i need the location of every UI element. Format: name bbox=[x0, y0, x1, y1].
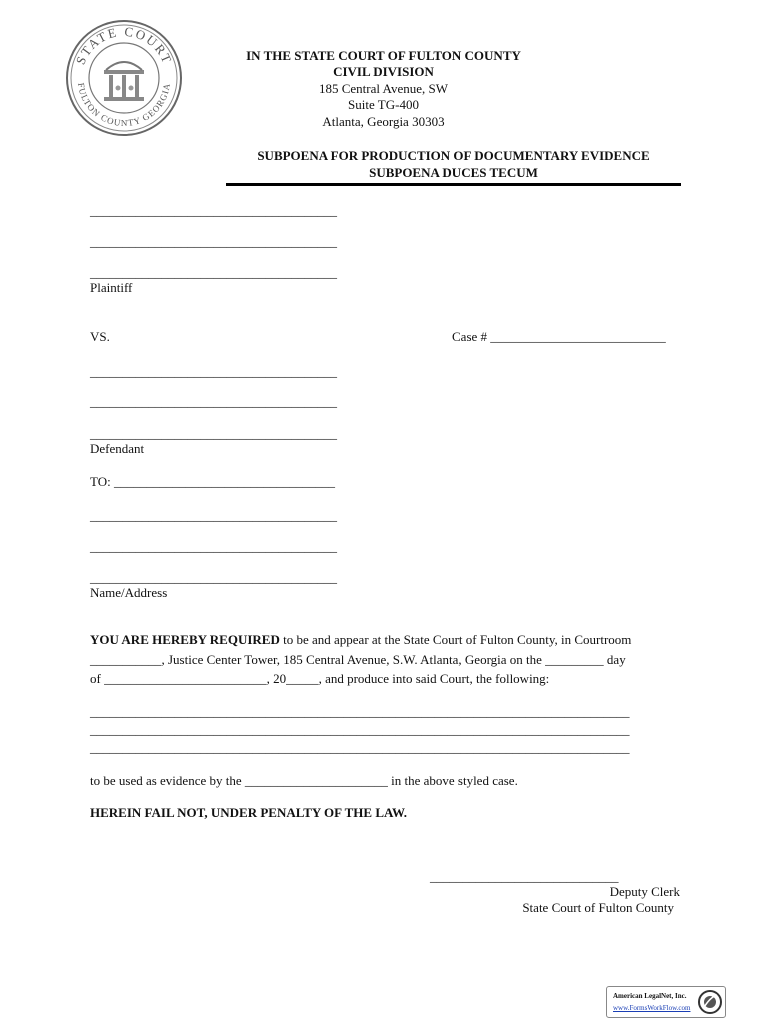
case-number-field: Case # ___________________________ bbox=[452, 329, 666, 344]
seal-top-text: STATE COURT bbox=[72, 23, 176, 67]
items-line-2: ___________________________________________________________________________________ bbox=[90, 722, 630, 737]
address-blank-2: ______________________________________ bbox=[90, 539, 337, 554]
defendant-label: Defendant bbox=[90, 441, 145, 456]
required-paragraph-line-2: ___________, Justice Center Tower, 185 Central Avenue, S.W. Atlanta, Georgia on the _________ day bbox=[90, 652, 626, 667]
plaintiff-line-3: ______________________________________ bbox=[90, 265, 337, 280]
court-seal-logo bbox=[64, 18, 184, 138]
name-address-label: Name/Address bbox=[90, 585, 168, 600]
evidence-line: to be used as evidence by the ______________________ in the above styled case. bbox=[90, 773, 518, 788]
defendant-line-2: ______________________________________ bbox=[90, 394, 337, 409]
address-line-3: Atlanta, Georgia 30303 bbox=[322, 114, 445, 129]
required-paragraph-line-3: of _________________________, 20_____, and produce into said Court, the following: bbox=[90, 671, 550, 686]
items-line-3: ___________________________________________________________________________________ bbox=[90, 740, 630, 755]
svg-text:STATE COURT bbox=[73, 24, 176, 67]
address-line-1: 185 Central Avenue, SW bbox=[318, 81, 448, 96]
document-subtitle: SUBPOENA DUCES TECUM bbox=[369, 165, 538, 180]
court-name: IN THE STATE COURT OF FULTON COUNTY bbox=[246, 48, 521, 63]
address-line-2: Suite TG-400 bbox=[348, 97, 419, 112]
to-line: TO: __________________________________ bbox=[90, 474, 335, 489]
plaintiff-line-1: ______________________________________ bbox=[90, 203, 337, 218]
footer-company: American LegalNet, Inc. bbox=[613, 992, 687, 1000]
division-name: CIVIL DIVISION bbox=[333, 64, 434, 79]
address-blank-3: ______________________________________ bbox=[90, 570, 337, 585]
signature-line: _____________________________ bbox=[430, 869, 619, 884]
document-title: SUBPOENA FOR PRODUCTION OF DOCUMENTARY EVIDENCE bbox=[257, 148, 650, 163]
footer-badge bbox=[606, 986, 726, 1018]
footer-url-link[interactable]: www.FormsWorkFlow.com bbox=[613, 1004, 691, 1012]
plaintiff-line-2: ______________________________________ bbox=[90, 234, 337, 249]
signature-court: State Court of Fulton County bbox=[522, 900, 674, 915]
defendant-line-3: ______________________________________ bbox=[90, 426, 337, 441]
plaintiff-label: Plaintiff bbox=[90, 280, 133, 295]
required-rest-text: to be and appear at the State Court of Fulton County, in Courtroom bbox=[279, 632, 632, 647]
signature-title: Deputy Clerk bbox=[609, 884, 680, 899]
items-line-1: ___________________________________________________________________________________ bbox=[90, 704, 630, 719]
defendant-line-1: ______________________________________ bbox=[90, 364, 337, 379]
fail-not-warning: HEREIN FAIL NOT, UNDER PENALTY OF THE LAW. bbox=[90, 805, 408, 820]
seal-bottom-text: FULTON COUNTY GEORGIA bbox=[76, 82, 173, 129]
required-paragraph-line-1 bbox=[90, 632, 631, 648]
vs-label: VS. bbox=[90, 329, 110, 344]
address-blank-1: ______________________________________ bbox=[90, 508, 337, 523]
legalnet-logo-icon bbox=[697, 989, 723, 1015]
required-bold-text: YOU ARE HEREBY REQUIRED bbox=[90, 632, 280, 647]
header-divider bbox=[226, 183, 681, 186]
